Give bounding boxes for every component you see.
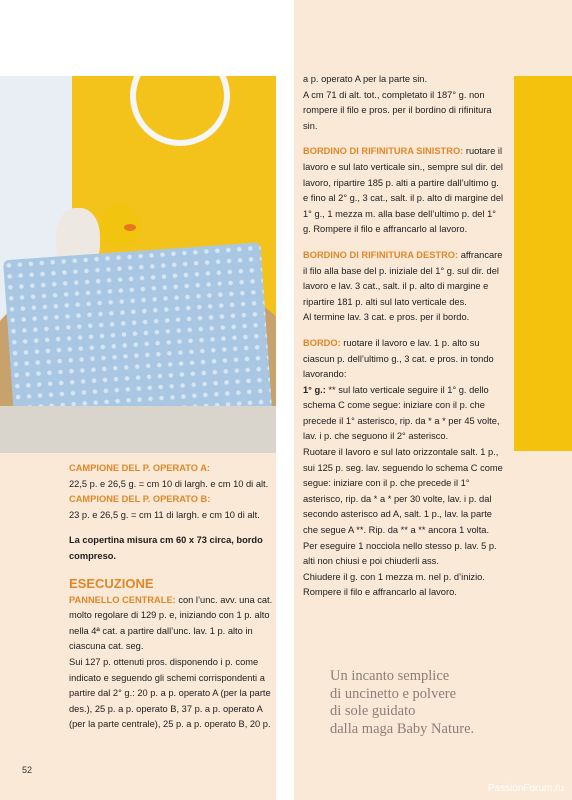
destro-text-2: Al termine lav. 3 cat. e pros. per il bordo.: [303, 312, 470, 323]
esecuzione-title: ESECUZIONE: [69, 575, 154, 591]
quote-line-3: di sole guidato: [330, 703, 416, 719]
right-text-column: [303, 72, 505, 601]
bordo-text: ruotare il lavoro e lav. 1 p. alto su ciascun p. dell’ultimo g., 3 cat. e pros. in tondo lavorando:: [303, 337, 494, 380]
bordo-heading: BORDO:: [303, 337, 341, 348]
sui-text: Sui 127 p. ottenuti pros. disponendo i p. come indicato e seguendo gli schemi corrispondenti a partire dal 2° g.: 20 p. a p. operato A (per la parte des.), 25 p. a p. operato B, 37 p. a p. operato A (per la parte centrale), 25 p. a p. operato B, 20 p.: [69, 656, 271, 730]
baby-blanket-photo: [0, 76, 276, 453]
campione-b-text: 23 p. e 26,5 g. = cm 11 di largh. e cm 10 di alt.: [69, 509, 260, 520]
pannello-heading: PANNELLO CENTRALE:: [69, 594, 176, 605]
page-number: 52: [22, 765, 33, 775]
quote-line-2: di uncinetto e polvere: [330, 685, 457, 702]
primo-giro-label: 1° g.:: [303, 384, 326, 395]
intro-text-2: A cm 71 di alt. tot., completato il 187° g. non rompere il filo e pros. per il bordino di rifinitura sin.: [303, 89, 492, 131]
sinistro-text: ruotare il lavoro e sul lato verticale sin., sempre sul dir. del lavoro, ripartire 185 p. alti a partire dall’ultimo g. e fino al 2° g., 3 cat., salt. il p. alto di margine del 1° g., 1 mezza m. alla base dell’ultimo p. del 1° g. Rompere il filo e affrancarlo al lavoro.: [303, 146, 504, 235]
intro-text-1: a p. operato A per la parte sin.: [303, 74, 428, 84]
yellow-accent-band: [514, 76, 572, 451]
sinistro-heading: BORDINO DI RIFINITURA SINISTRO:: [303, 146, 464, 157]
photo-duck-beak: [124, 224, 136, 231]
misura-text: La copertina misura cm 60 x 73 circa, bordo compreso.: [69, 535, 263, 561]
campione-a-text: 22,5 p. e 26,5 g. = cm 10 di largh. e cm 10 di alt.: [69, 478, 269, 489]
top-blank-area: [0, 0, 276, 76]
photo-floor: [0, 406, 276, 453]
chiudere-text: Chiudere il g. con 1 mezza m. nel p. d’inizio. Rompere il filo e affrancarlo al lavoro.: [303, 571, 485, 598]
campione-a-heading: CAMPIONE DEL P. OPERATO A:: [69, 463, 211, 473]
campione-b-heading: CAMPIONE DEL P. OPERATO B:: [69, 494, 211, 505]
destro-heading: BORDINO DI RIFINITURA DESTRO:: [303, 249, 459, 260]
destro-text: affrancare il filo alla base del p. iniziale del 1° g. sul dir. del lavoro e lav. 3 cat., salt. il p. alto di margine e ripartire 181 p. alti sul lato verticale des.: [303, 249, 503, 307]
ruotare-text: Ruotare il lavoro e sul lato orizzontale salt. 1 p., sui 125 p. seg. lav. seguendo lo schema C come segue: iniziare con il p. che precede il 1° asterisco, rip. da * a * per 30 volte, lav. i p. dal secondo asterisco ad A, salt. 1 p., lav. la parte che segue A **. Rip. da ** a ** ancora 1 volta.: [303, 447, 503, 536]
nocciola-text: Per eseguire 1 nocciola nello stesso p. lav. 5 p. alti non chiusi e poi chiuderli ass.: [303, 540, 497, 567]
column-gutter: [276, 0, 294, 800]
quote-line-4: dalla maga Baby Nature.: [330, 720, 475, 737]
primo-giro-text: ** sul lato verticale seguire il 1° g. dello schema C come segue: iniziare con il p. che precede il 1° asterisco, rip. da * a * per 45 volte, lav. i p. che seguono il 2° asterisco.: [303, 384, 500, 442]
pull-quote: [330, 668, 520, 738]
pannello-text: con l’unc. avv. una cat. molto regolare di 129 p. e, iniziando con 1 p. alto nella 4ª cat. a partire dall’unc. lav. 1 p. alto in ciascuna cat. seg.: [69, 594, 273, 652]
left-text-column: [69, 461, 274, 733]
watermark: PassionForum.ru: [487, 783, 564, 794]
quote-line-1: Un incanto semplice: [330, 668, 450, 684]
